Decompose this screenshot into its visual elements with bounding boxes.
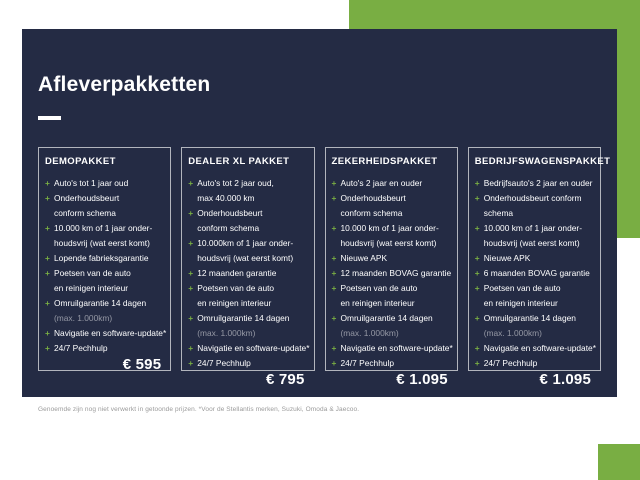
feature-item xyxy=(475,251,594,266)
package-title: DEMOPAKKET xyxy=(45,156,116,167)
feature-line: houdsvrij (wat eerst komt) xyxy=(483,238,580,248)
plus-icon: + xyxy=(45,193,50,203)
feature-line: en reinigen interieur xyxy=(483,298,558,308)
plus-icon: + xyxy=(188,358,194,368)
feature-line: Onderhoudsbeurt xyxy=(54,193,120,203)
page-title: Afleverpakketten xyxy=(38,73,211,96)
feature-item xyxy=(188,281,307,311)
package-feature-list xyxy=(475,176,594,371)
feature-item xyxy=(332,191,451,221)
feature-text xyxy=(341,251,388,266)
feature-line: 10.000km of 1 jaar onder- xyxy=(197,238,294,248)
feature-line: 12 maanden BOVAG garantie xyxy=(340,268,452,278)
feature-item xyxy=(45,176,164,191)
feature-text xyxy=(197,341,310,356)
feature-text xyxy=(54,191,119,221)
green-accent-bottom-right xyxy=(598,444,640,480)
feature-item xyxy=(332,221,451,251)
feature-line: Auto's tot 2 jaar oud, xyxy=(197,178,274,188)
package-price: € 795 xyxy=(265,371,305,388)
footnote: Genoemde zijn nog niet verwerkt in getoonde prijzen. *Voor de Stellantis merken, Suzuki, Omoda & Jaecoo. xyxy=(38,406,360,413)
feature-line: en reinigen interieur xyxy=(54,283,129,293)
package-feature-list xyxy=(332,176,451,371)
feature-text xyxy=(484,251,531,266)
feature-item xyxy=(332,341,451,356)
feature-text xyxy=(197,311,289,341)
package-card xyxy=(38,147,171,371)
feature-text xyxy=(484,176,593,191)
title-underline xyxy=(38,116,61,120)
feature-text xyxy=(341,341,451,356)
feature-line: Navigatie en software-update* xyxy=(483,343,596,353)
feature-line: Onderhoudsbeurt xyxy=(197,208,263,218)
feature-line: Navigatie en software-update* xyxy=(54,328,167,338)
feature-line: Poetsen van de auto xyxy=(340,283,418,293)
package-title: DEALER XL PAKKET xyxy=(188,156,290,167)
feature-item xyxy=(45,326,167,341)
feature-text xyxy=(197,281,274,311)
feature-line: 24/7 Pechhulp xyxy=(340,358,395,368)
feature-text xyxy=(54,176,128,191)
plus-icon: + xyxy=(474,358,480,368)
plus-icon: + xyxy=(331,253,337,263)
feature-line: Auto's tot 1 jaar oud xyxy=(54,178,129,188)
feature-line: 6 maanden BOVAG garantie xyxy=(483,268,590,278)
package-price: € 1.095 xyxy=(396,371,448,388)
feature-text xyxy=(484,281,561,311)
feature-text xyxy=(484,221,582,251)
plus-icon: + xyxy=(188,208,194,218)
feature-text xyxy=(341,266,451,281)
feature-item xyxy=(45,296,164,326)
feature-text xyxy=(484,191,582,221)
feature-item xyxy=(188,266,307,281)
feature-line: Poetsen van de auto xyxy=(483,283,561,293)
feature-line: Nieuwe APK xyxy=(340,253,388,263)
feature-item xyxy=(188,176,307,206)
package-card xyxy=(468,147,611,388)
feature-item xyxy=(332,281,451,311)
feature-line: Omruilgarantie 14 dagen xyxy=(483,313,576,323)
feature-line: 10.000 km of 1 jaar onder- xyxy=(54,223,153,233)
feature-item xyxy=(475,176,594,191)
feature-line: en reinigen interieur xyxy=(340,298,415,308)
feature-line: 24/7 Pechhulp xyxy=(54,343,108,353)
feature-text xyxy=(54,266,131,296)
feature-item xyxy=(188,311,307,341)
feature-line: 24/7 Pechhulp xyxy=(483,358,538,368)
plus-icon: + xyxy=(474,343,480,353)
feature-item xyxy=(188,341,310,356)
feature-text xyxy=(341,356,395,371)
feature-text xyxy=(341,221,439,251)
feature-text xyxy=(197,356,251,371)
package-price: € 595 xyxy=(122,356,162,373)
feature-item xyxy=(475,356,594,371)
plus-icon: + xyxy=(188,283,194,293)
plus-icon: + xyxy=(331,178,337,188)
feature-line: en reinigen interieur xyxy=(197,298,272,308)
feature-text xyxy=(341,191,406,221)
feature-item xyxy=(45,341,164,356)
feature-line: Omruilgarantie 14 dagen xyxy=(197,313,290,323)
plus-icon: + xyxy=(331,268,337,278)
plus-icon: + xyxy=(45,178,50,188)
feature-item xyxy=(188,356,307,371)
feature-item xyxy=(332,251,451,266)
feature-line: conform schema xyxy=(54,208,116,218)
package-feature-list xyxy=(188,176,310,371)
feature-line-muted: (max. 1.000km) xyxy=(340,328,399,338)
plus-icon: + xyxy=(474,268,480,278)
feature-line: Lopende fabrieksgarantie xyxy=(54,253,149,263)
plus-icon: + xyxy=(45,328,50,338)
package-price: € 1.095 xyxy=(539,371,591,388)
feature-item xyxy=(188,206,307,236)
package-title: BEDRIJFSWAGENSPAKKET xyxy=(474,156,611,167)
feature-item xyxy=(475,281,594,311)
feature-text xyxy=(341,176,423,191)
feature-line-muted: (max. 1.000km) xyxy=(197,328,256,338)
feature-line: Auto's 2 jaar en ouder xyxy=(340,178,423,188)
feature-item xyxy=(45,191,164,221)
feature-item xyxy=(475,221,594,251)
feature-text xyxy=(197,266,276,281)
plus-icon: + xyxy=(331,358,337,368)
feature-line: houdsvrij (wat eerst komt) xyxy=(54,238,150,248)
feature-item xyxy=(475,266,594,281)
package-cards-row xyxy=(38,147,611,388)
feature-item xyxy=(45,251,164,266)
feature-line: Navigatie en software-update* xyxy=(340,343,453,353)
feature-item xyxy=(332,266,451,281)
feature-line: Nieuwe APK xyxy=(483,253,531,263)
feature-line: 24/7 Pechhulp xyxy=(197,358,251,368)
plus-icon: + xyxy=(45,298,50,308)
feature-line: conform schema xyxy=(197,223,260,233)
feature-item xyxy=(475,341,594,356)
feature-text xyxy=(54,221,152,251)
feature-item xyxy=(332,176,451,191)
feature-text xyxy=(54,326,167,341)
feature-line: Omruilgarantie 14 dagen xyxy=(54,298,147,308)
feature-item xyxy=(332,356,451,371)
feature-text xyxy=(484,356,538,371)
plus-icon: + xyxy=(188,268,194,278)
feature-text xyxy=(484,341,594,356)
feature-text xyxy=(197,176,274,206)
plus-icon: + xyxy=(474,253,480,263)
plus-icon: + xyxy=(474,193,480,203)
feature-line: conform schema xyxy=(340,208,403,218)
feature-line: 10.000 km of 1 jaar onder- xyxy=(483,223,582,233)
plus-icon: + xyxy=(331,193,337,203)
feature-line: Onderhoudsbeurt xyxy=(340,193,406,203)
feature-text xyxy=(54,341,108,356)
package-title: ZEKERHEIDSPAKKET xyxy=(331,156,438,167)
feature-item xyxy=(332,311,451,341)
package-feature-list xyxy=(45,176,167,356)
feature-line-muted: (max. 1.000km) xyxy=(483,328,542,338)
feature-line: max 40.000 km xyxy=(197,193,255,203)
plus-icon: + xyxy=(331,343,337,353)
feature-line: houdsvrij (wat eerst komt) xyxy=(340,238,437,248)
feature-line: 10.000 km of 1 jaar onder- xyxy=(340,223,439,233)
plus-icon: + xyxy=(45,223,50,233)
feature-item xyxy=(45,266,164,296)
feature-text xyxy=(341,281,418,311)
feature-item xyxy=(45,221,164,251)
feature-line: schema xyxy=(483,208,514,218)
plus-icon: + xyxy=(474,283,480,293)
plus-icon: + xyxy=(188,343,194,353)
feature-line: Poetsen van de auto xyxy=(54,268,131,278)
plus-icon: + xyxy=(45,343,50,353)
feature-line: 12 maanden garantie xyxy=(197,268,277,278)
feature-line: Onderhoudsbeurt conform xyxy=(483,193,582,203)
feature-line: Poetsen van de auto xyxy=(197,283,275,293)
plus-icon: + xyxy=(45,268,50,278)
feature-line: Omruilgarantie 14 dagen xyxy=(340,313,433,323)
feature-item xyxy=(188,236,307,266)
feature-text xyxy=(341,311,433,341)
feature-line: Bedrijfsauto's 2 jaar en ouder xyxy=(483,178,593,188)
feature-text xyxy=(54,296,146,326)
plus-icon: + xyxy=(474,223,480,233)
feature-text xyxy=(484,266,590,281)
feature-text xyxy=(197,206,262,236)
main-panel xyxy=(22,29,617,397)
plus-icon: + xyxy=(188,238,194,248)
feature-line-muted: (max. 1.000km) xyxy=(54,313,113,323)
package-card xyxy=(325,147,458,388)
feature-item xyxy=(475,311,594,341)
plus-icon: + xyxy=(474,313,480,323)
feature-text xyxy=(197,236,293,266)
plus-icon: + xyxy=(331,313,337,323)
feature-item xyxy=(475,191,594,221)
package-card xyxy=(181,147,314,388)
plus-icon: + xyxy=(474,178,480,188)
feature-text xyxy=(484,311,576,341)
plus-icon: + xyxy=(188,178,194,188)
plus-icon: + xyxy=(188,313,194,323)
feature-text xyxy=(54,251,149,266)
plus-icon: + xyxy=(45,253,50,263)
plus-icon: + xyxy=(331,223,337,233)
feature-line: houdsvrij (wat eerst komt) xyxy=(197,253,294,263)
feature-line: Navigatie en software-update* xyxy=(197,343,310,353)
plus-icon: + xyxy=(331,283,337,293)
